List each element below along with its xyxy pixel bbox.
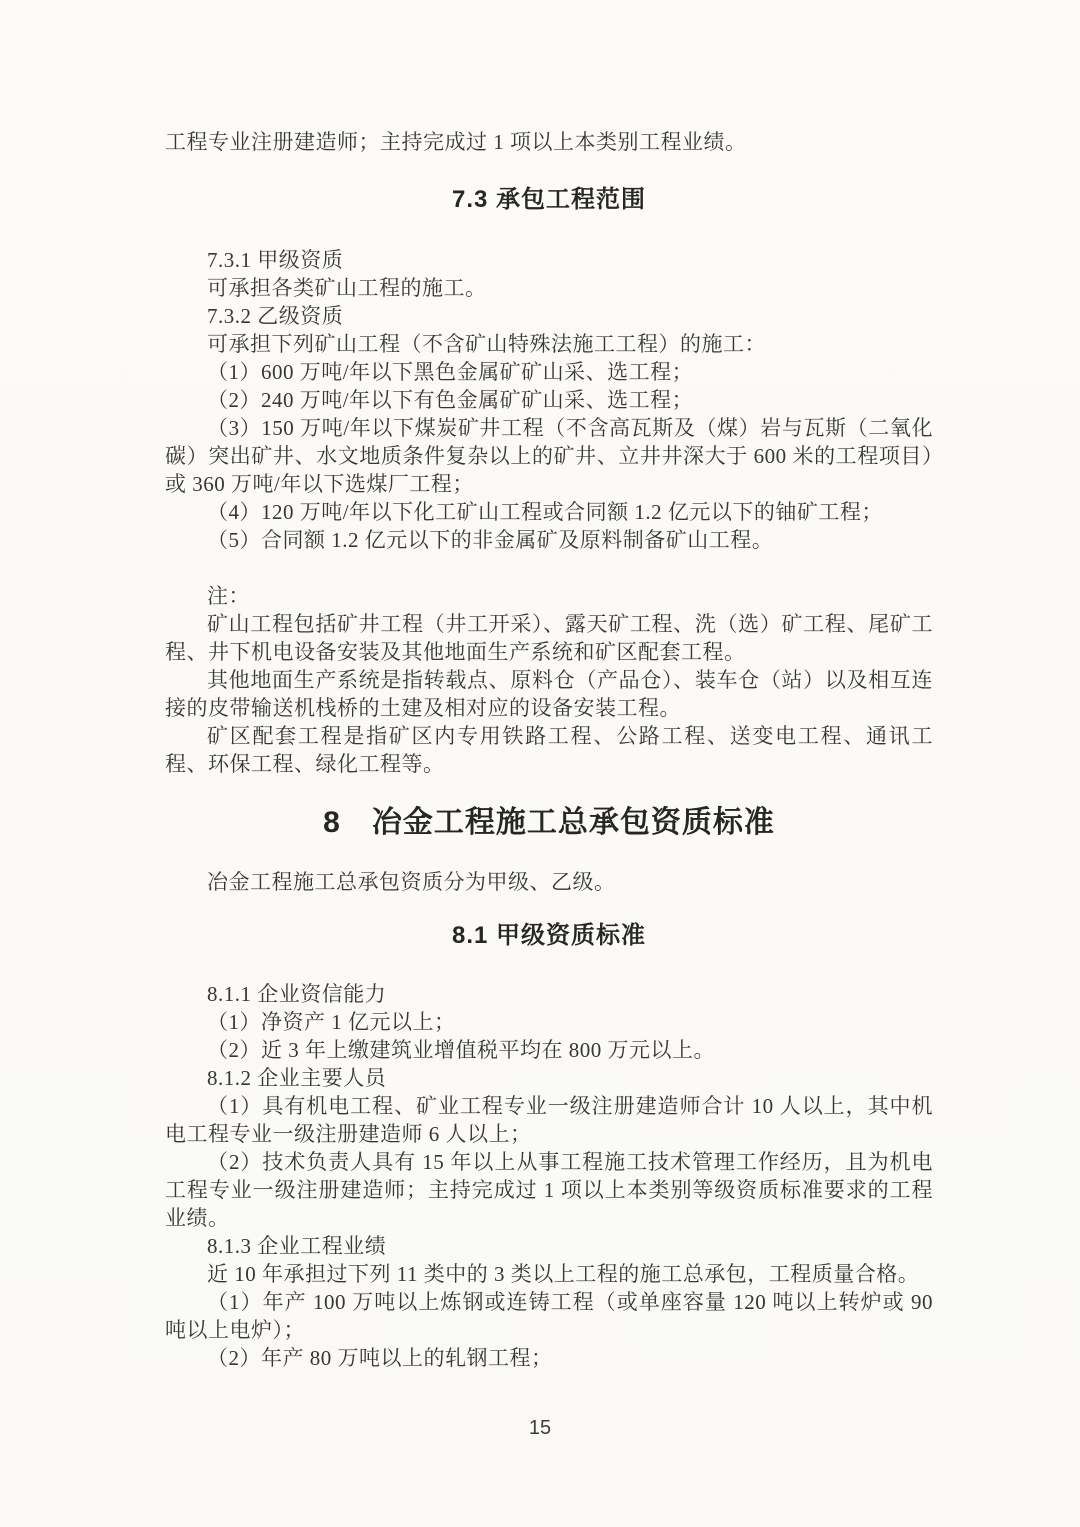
note-paragraph-1: 矿山工程包括矿井工程（井工开采）、露天矿工程、洗（选）矿工程、尾矿工程、井下机电设备安装及其他地面生产系统和矿区配套工程。 [165,612,933,664]
page-number: 15 [528,1417,552,1439]
section-8-heading: 8 冶金工程施工总承包资质标准 [323,806,775,839]
personnel-list-item-1: （1）具有机电工程、矿业工程专业一级注册建造师合计 10 人以上，其中机电工程专业一级注册建造师 6 人以上； [165,1094,933,1146]
performance-list-item-1: （1）年产 100 万吨以上炼钢或连铸工程（或单座容量 120 吨以上转炉或 90 吨以上电炉）； [165,1290,933,1342]
continuation-paragraph: 工程专业注册建造师；主持完成过 1 项以上本类别工程业绩。 [165,130,747,154]
clause-8-1-2-title: 8.1.2 企业主要人员 [207,1066,387,1090]
scope-list-item-2: （2）240 万吨/年以下有色金属矿矿山采、选工程； [207,388,694,412]
clause-7-3-2-intro: 可承担下列矿山工程（不含矿山特殊法施工工程）的施工： [207,332,766,356]
performance-list-item-2: （2）年产 80 万吨以上的轧钢工程； [207,1346,553,1370]
clause-7-3-1-body: 可承担各类矿山工程的施工。 [207,276,487,300]
personnel-list-item-2: （2）技术负责人具有 15 年以上从事工程施工技术管理工作经历，且为机电工程专业一级注册建造师；主持完成过 1 项以上本类别等级资质标准要求的工程业绩。 [165,1150,933,1230]
clause-7-3-1-title: 7.3.1 甲级资质 [207,248,344,272]
credit-list-item-1: （1）净资产 1 亿元以上； [207,1010,456,1034]
note-paragraph-2: 其他地面生产系统是指转载点、原料仓（产品仓）、装车仓（站）以及相互连接的皮带输送机栈桥的土建及相对应的设备安装工程。 [165,668,933,720]
clause-8-1-3-title: 8.1.3 企业工程业绩 [207,1234,387,1258]
credit-list-item-2: （2）近 3 年上缴建筑业增值税平均在 800 万元以上。 [207,1038,715,1062]
scope-list-item-3: （3）150 万吨/年以下煤炭矿井工程（不含高瓦斯及（煤）岩与瓦斯（二氧化碳）突出矿井、水文地质条件复杂以上的矿井、立井井深大于 600 米的工程项目）或 360 万吨/年以下选煤厂工程； [165,416,933,496]
clause-7-3-2-title: 7.3.2 乙级资质 [207,304,344,328]
note-paragraph-3: 矿区配套工程是指矿区内专用铁路工程、公路工程、送变电工程、通讯工程、环保工程、绿化工程等。 [165,724,933,776]
clause-8-1-3-intro: 近 10 年承担过下列 11 类中的 3 类以上工程的施工总承包，工程质量合格。 [207,1262,920,1286]
scope-list-item-5: （5）合同额 1.2 亿元以下的非金属矿及原料制备矿山工程。 [207,528,774,552]
section-8-1-heading: 8.1 甲级资质标准 [451,922,647,949]
scope-list-item-4: （4）120 万吨/年以下化工矿山工程或合同额 1.2 亿元以下的铀矿工程； [207,500,883,524]
clause-8-1-1-title: 8.1.1 企业资信能力 [207,982,387,1006]
section-8-intro: 冶金工程施工总承包资质分为甲级、乙级。 [207,870,616,894]
note-label: 注： [207,584,250,608]
page-content [165,0,933,1372]
section-7-3-heading: 7.3 承包工程范围 [451,186,647,213]
scope-list-item-1: （1）600 万吨/年以下黑色金属矿矿山采、选工程； [207,360,694,384]
